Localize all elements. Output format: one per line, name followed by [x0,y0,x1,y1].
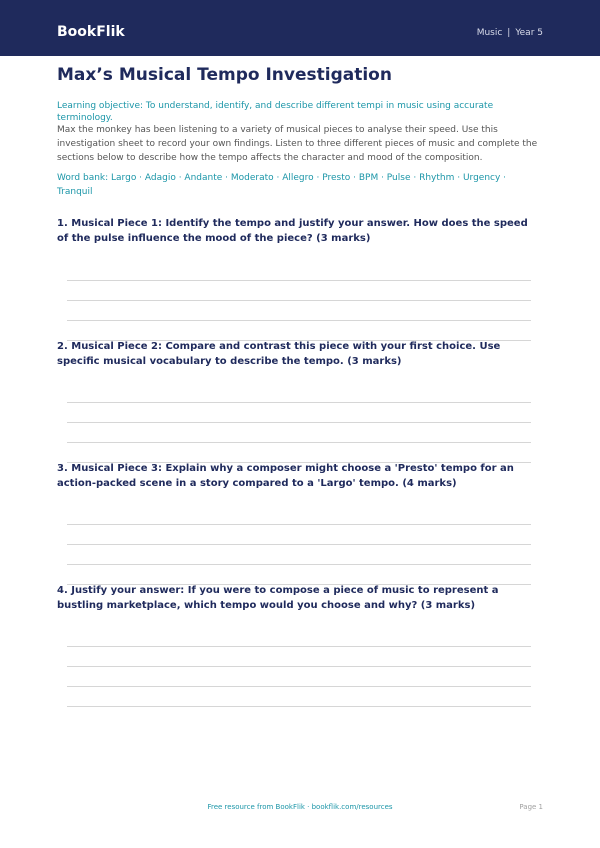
answer-line[interactable] [67,544,531,545]
page-title: Max’s Musical Tempo Investigation [57,65,392,85]
question-4: 4. Justify your answer: If you were to compose a piece of music to represent a bustling marketplace, which tempo would you choose and why? (3 marks) [57,585,499,611]
page-number: Page 1 [519,803,543,811]
answer-line[interactable] [67,300,531,301]
intro-paragraph: Max the monkey has been listening to a variety of musical pieces to analyse their speed. Use this investigation sheet to record your own findings. Listen to three different pieces of music and complete the sections below to describe how the tempo affects the character and mood of the composition. [57,125,538,163]
question-3: 3. Musical Piece 3: Explain why a composer might choose a 'Presto' tempo for an action-packed scene in a story compared to a 'Largo' tempo. (4 marks) [57,463,514,489]
answer-line[interactable] [67,646,531,647]
answer-line[interactable] [67,666,531,667]
page-header [0,0,600,56]
answer-line[interactable] [67,686,531,687]
footer-link[interactable]: Free resource from BookFlik · bookflik.com/resources [207,803,393,811]
answer-line[interactable] [67,706,531,707]
year-label: Year 5 [515,28,543,38]
answer-line[interactable] [67,402,531,403]
answer-line[interactable] [67,442,531,443]
learning-objective: Learning objective: To understand, identify, and describe different tempi in music using accurate terminology. [57,101,494,123]
answer-line[interactable] [67,280,531,281]
word-bank: Word bank: Largo · Adagio · Andante · Moderato · Allegro · Presto · BPM · Pulse · Rhythm · Urgency · Tranquil [57,173,507,197]
brand-logo-text: BookFlik [57,24,125,40]
subject-year-label [477,27,543,39]
separator: | [507,28,511,38]
question-2: 2. Musical Piece 2: Compare and contrast this piece with your first choice. Use specific musical vocabulary to describe the tempo. (3 marks) [57,341,501,367]
answer-line[interactable] [67,524,531,525]
subject-label: Music [476,28,503,38]
answer-line[interactable] [67,422,531,423]
question-1: 1. Musical Piece 1: Identify the tempo and justify your answer. How does the speed of the pulse influence the mood of the piece? (3 marks) [57,218,528,244]
answer-line[interactable] [67,564,531,565]
answer-line[interactable] [67,320,531,321]
